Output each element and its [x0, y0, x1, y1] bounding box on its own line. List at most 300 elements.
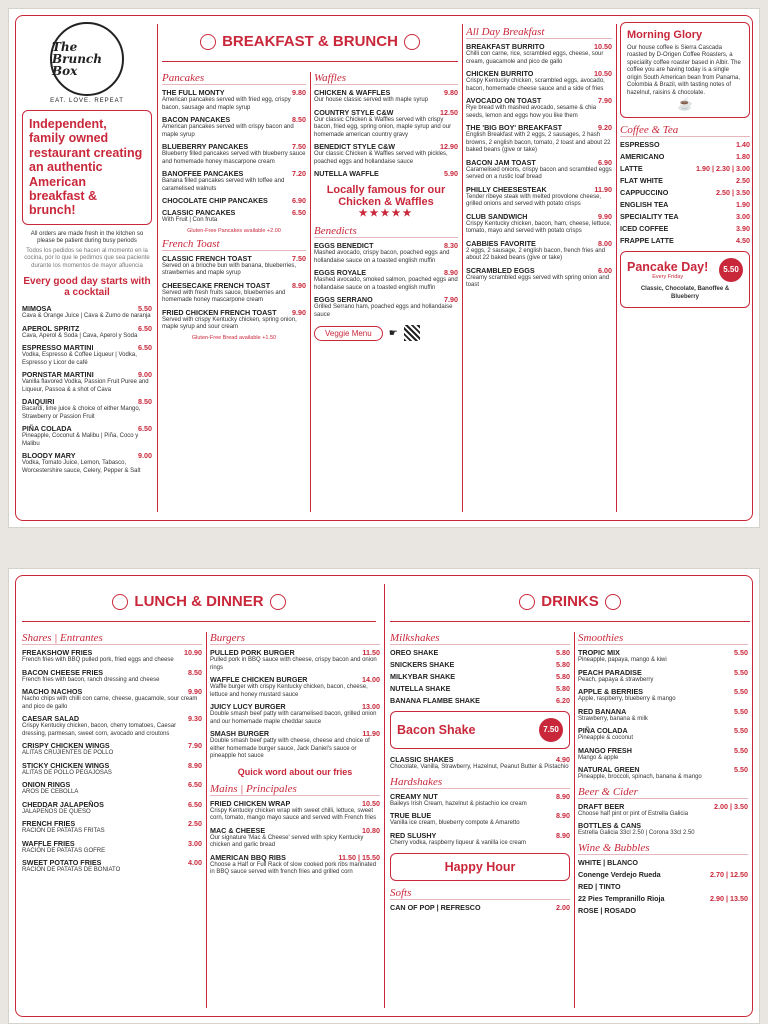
smoothies-title: Smoothies	[578, 632, 748, 645]
menu-item	[22, 324, 152, 333]
menu-item-name: MAC & CHEESE	[210, 825, 266, 835]
divider	[157, 24, 158, 512]
waffles-promo-text: Locally famous for our Chicken & Waffles	[326, 184, 446, 208]
drinks-title-bar	[390, 582, 750, 622]
burgers-title: Burgers	[210, 632, 380, 645]
pancake-day-box	[620, 251, 750, 308]
morning-glory-box	[620, 22, 750, 118]
smoothies-column	[578, 628, 748, 1010]
menu-item-name: AMERICANO	[620, 152, 665, 162]
menu-item-price: 4.00	[188, 858, 202, 867]
menu-item	[466, 266, 612, 275]
menu-item	[578, 726, 748, 735]
menu-item-description: Pineapple, Coconut & Malibu | Piña, Coco y Malibu	[22, 433, 139, 447]
menu-item	[22, 424, 152, 433]
softs-title: Softs	[390, 887, 570, 900]
menu-item-name: SNICKERS SHAKE	[390, 660, 455, 669]
menu-item-name: APEROL SPRITZ	[22, 323, 80, 333]
menu-item-description: Pulled pork in BBQ sauce with cheese, crispy bacon and onion rings	[210, 657, 377, 671]
menu-item-name: CAN OF POP | REFRESCO	[390, 903, 481, 913]
menu-item-description: French fries with BBQ pulled pork, fried eggs and cheese	[22, 657, 174, 663]
menu-item-name: BANANA FLAMBE SHAKE	[390, 696, 480, 705]
menu-item-price: 8.90	[444, 268, 458, 277]
menu-item-description: Our signature 'Mac & Cheese' served with spicy Kentucky chicken and garlic bread	[210, 834, 364, 848]
menu-item	[162, 254, 306, 263]
menu-item	[210, 675, 380, 684]
menu-item-price: 6.90	[598, 157, 612, 167]
menu-item	[390, 811, 570, 820]
happy-hour-title: Happy Hour	[444, 860, 516, 874]
menu-item	[22, 397, 152, 406]
menu-item	[22, 761, 202, 770]
menu-item-name: THE 'BIG BOY' BREAKFAST	[466, 123, 563, 132]
menu-item	[578, 882, 748, 891]
menu-item-price: 6.20	[556, 696, 570, 705]
menu-item-description: Blueberry filled pancakes served with blueberry sauce and homemade honey mascarpone cream	[162, 151, 306, 165]
menu-item-description: Choose half pint or pint of Estrella Galicia	[578, 810, 689, 817]
menu-item-name: JUICY LUCY BURGER	[210, 702, 286, 711]
menu-item-price: 7.90	[444, 295, 458, 304]
menu-item-name: SWEET POTATO FRIES	[22, 858, 102, 867]
shares-title: Shares | Entrantes	[22, 632, 202, 645]
menu-item-description: Creamy scrambled eggs served with spring onion and toast	[466, 274, 610, 288]
menu-item-price: 2.50	[188, 819, 202, 828]
menu-item	[390, 660, 570, 669]
menu-item-price: 4.50	[736, 236, 750, 246]
benedicts-title: Benedicts	[314, 225, 458, 238]
menu-item-description: Mashed avocado, smoked salmon, poached eggs and hollandaise sauce on a toasted english muffin	[314, 277, 458, 291]
menu-item-name: FRENCH FRIES	[22, 819, 76, 828]
menu-item	[22, 780, 202, 789]
menu-item-description: American pancakes served with crispy bacon and maple syrup	[162, 124, 294, 138]
menu-item-description: Vodka, Espresso & Coffee Liqueur | Vodka, Espresso y Licor de café	[22, 352, 137, 366]
menu-item-name: CREAMY NUT	[390, 791, 438, 801]
menu-item	[620, 224, 750, 233]
menu-item-description: Grilled Serrano ham, poached eggs and hollandaise sauce	[314, 304, 453, 318]
divider	[616, 24, 617, 512]
menu-item	[210, 702, 380, 711]
lunch-drinks-border	[15, 575, 753, 1017]
menu-item-price: 14.00	[362, 675, 380, 684]
menu-item-price: 9.20	[598, 123, 612, 132]
qr-code-icon[interactable]	[404, 325, 420, 341]
menu-item-price: 2.50	[736, 176, 750, 186]
menu-item	[210, 853, 380, 862]
menu-item-name: BACON PANCAKES	[162, 115, 231, 124]
menu-item-description: With Fruit | Con fruta	[162, 217, 218, 223]
pancakes-list	[162, 88, 306, 225]
menu-item	[620, 212, 750, 221]
menu-item	[466, 185, 612, 194]
menu-item-price: 5.50	[734, 726, 748, 735]
milkshakes-list	[390, 648, 570, 705]
menu-item-price: 9.90	[598, 211, 612, 221]
brand-name: The Brunch Box	[52, 40, 102, 78]
menu-item-description: RACIÓN DE PATATAS DE BONIATO	[22, 867, 121, 873]
burgers-list	[210, 648, 380, 761]
menu-item-price: 8.90	[556, 791, 570, 801]
menu-item-description: Peach, papaya & strawberry	[578, 676, 654, 683]
menu-item-description: Double smash beef patty with caramelised bacon, grilled onion and our homemade maple cheddar sauce	[210, 711, 377, 725]
menu-item-price: 5.80	[556, 660, 570, 669]
brand-logo	[50, 22, 124, 96]
menu-item-name: 22 Pies Tempranillo Rioja	[578, 893, 665, 903]
menu-item-name: ENGLISH TEA	[620, 200, 669, 210]
menu-item-description: Vodka, Tomato Juice, Lemon, Tabasco, Worcestershire sauce, Celery, Pepper & Salt	[22, 460, 141, 474]
menu-item	[390, 672, 570, 681]
menu-item-name: THE FULL MONTY	[162, 88, 225, 97]
menu-item-name: CABBIES FAVORITE	[466, 238, 536, 248]
menu-item-price: 3.90	[736, 224, 750, 234]
intro-column	[22, 22, 152, 514]
menu-item-name: BLOODY MARY	[22, 451, 76, 461]
menu-item	[162, 88, 306, 97]
menu-item-name: MIMOSA	[22, 304, 52, 314]
menu-item-name: BACON JAM TOAST	[466, 157, 536, 167]
plate-icon	[200, 34, 216, 50]
pancake-day-price: 5.50	[719, 258, 743, 282]
menu-item-price: 5.50	[734, 648, 748, 657]
menu-item	[314, 268, 458, 277]
menu-item-price: 6.50	[138, 343, 152, 353]
milkshakes-title: Milkshakes	[390, 632, 570, 645]
cutlery-icon	[404, 34, 420, 50]
menu-item-description: Apple, raspberry, blueberry & mango	[578, 696, 676, 702]
menu-item-name: PORNSTAR MARTINI	[22, 370, 94, 380]
menu-item-price: 8.90	[556, 830, 570, 840]
cup-icon	[605, 594, 621, 610]
menu-item-name: COUNTRY STYLE C&W	[314, 107, 394, 117]
menu-item	[620, 164, 750, 173]
breakfast-menu-page	[8, 8, 760, 528]
menu-item-name: PHILLY CHEESESTEAK	[466, 184, 547, 194]
menu-item-price: 4.90	[556, 755, 570, 764]
classic-shakes-list	[390, 755, 570, 772]
menu-item	[162, 142, 306, 151]
menu-item	[162, 169, 306, 178]
menu-item-price: 12.90	[440, 142, 458, 151]
hardshakes-title: Hardshakes	[390, 776, 570, 789]
menu-item-name: NUTELLA SHAKE	[390, 684, 451, 693]
menu-item-name: EGGS BENEDICT	[314, 241, 374, 250]
menu-item-price: 5.50	[734, 687, 748, 696]
menu-item	[578, 746, 748, 755]
menu-item-description: Estrella Galicia 33cl 2.50 | Corona 33cl 2.50	[578, 830, 695, 836]
menu-item-description: Vanilla flavored Vodka, Passion Fruit Puree and Liqueur, Passoa & a shot of Cava	[22, 379, 149, 393]
menu-item-name: BANOFFEE PANCAKES	[162, 169, 244, 178]
menu-item-name: BOTTLES & CANS	[578, 821, 642, 830]
lunch-header	[22, 582, 376, 626]
menu-item	[22, 343, 152, 352]
menu-item-name: MILKYBAR SHAKE	[390, 672, 456, 681]
menu-item-price: 1.90 | 2.30 | 3.00	[696, 164, 750, 174]
menu-item-name: CLASSIC PANCAKES	[162, 208, 236, 217]
menu-item-price: 10.80	[362, 825, 380, 835]
menu-item-name: TROPIC MIX	[578, 648, 620, 657]
menu-item-description: American pancakes served with fried egg, crispy bacon, sausage and maple syrup	[162, 97, 291, 111]
menu-item-price: 2.90 | 13.50	[710, 893, 748, 903]
menu-item	[390, 903, 570, 912]
bacon-shake-title: Bacon Shake	[397, 722, 476, 737]
mains-list	[210, 799, 380, 877]
menu-item	[620, 140, 750, 149]
menu-item-description: Caramelised onions, crispy bacon and scrambled eggs served on a rustic loaf bread	[466, 166, 612, 180]
menu-item-price: 6.00	[598, 265, 612, 275]
menu-item-name: AVOCADO ON TOAST	[466, 96, 542, 105]
cocktail-list	[22, 304, 152, 475]
shakes-column	[390, 628, 570, 1010]
burger-icon	[270, 594, 286, 610]
menu-item-name: OREO SHAKE	[390, 648, 439, 657]
menu-item	[314, 241, 458, 250]
menu-item-price: 5.80	[556, 648, 570, 657]
menu-item	[22, 741, 202, 750]
intro-note-es: Todos los pedidos se hacen al momento en la cocina, por lo que le pedimos que sea paciente durante los momentos de mayor afluencia	[24, 247, 150, 269]
menu-item-price: 9.30	[188, 714, 202, 723]
menu-item	[162, 196, 306, 205]
menu-item-description: ALITAS CRUJIENTES DE POLLO	[22, 750, 114, 756]
menu-item-price: 7.90	[598, 96, 612, 105]
menu-item	[466, 69, 612, 78]
menu-item-name: PULLED PORK BURGER	[210, 648, 295, 657]
menu-item-price: 1.90	[736, 200, 750, 210]
coffee-title: Coffee & Tea	[620, 124, 750, 137]
menu-item-price: 2.00	[556, 903, 570, 913]
menu-item	[22, 714, 202, 723]
menu-item-description: Our house classic served with maple syrup	[314, 97, 429, 103]
menu-item	[620, 188, 750, 197]
menu-item	[210, 826, 380, 835]
drinks-header	[390, 582, 750, 626]
menu-item-price: 5.50	[734, 745, 748, 755]
menu-item	[466, 239, 612, 248]
morning-glory-text: Our house coffee is Sierra Cascada roasted by D-Origen Coffee Roasters, a speciality coffee roaster based in Albir. The coffee you are having today is a single origin South American bean from Panama, Colombia & Brazil, with tasting notes of hazelnut, raisins & chocolate.	[627, 44, 741, 96]
drinks-title: DRINKS	[541, 593, 599, 610]
menu-item-description: Served with crispy Kentucky chicken, spring onion, maple syrup and sour cream	[162, 316, 297, 330]
menu-item	[22, 304, 152, 313]
divider	[310, 72, 311, 512]
menu-item-name: CAPPUCCINO	[620, 188, 669, 198]
menu-item-price: 10.50	[594, 69, 612, 78]
menu-item-price: 13.00	[362, 702, 380, 711]
menu-item	[578, 858, 748, 867]
menu-item-price: 3.00	[188, 838, 202, 848]
top-header	[162, 22, 458, 66]
menu-item	[578, 648, 748, 657]
menu-item-price: 5.50	[138, 304, 152, 314]
menu-item	[578, 707, 748, 716]
pancakes-column	[162, 68, 306, 514]
menu-item-name: SCRAMBLED EGGS	[466, 265, 535, 275]
menu-item-name: DAIQUIRI	[22, 397, 55, 407]
menu-item-name: SMASH BURGER	[210, 729, 270, 738]
pancake-day-sub: Every Friday	[652, 274, 684, 281]
menu-item-description: Crispy Kentucky chicken wrap with sweet chilli, lettuce, sweet corn, tomato, mango mayo sauce and served with French fries	[210, 807, 377, 821]
menu-item	[314, 295, 458, 304]
menu-item-name: SPECIALITY TEA	[620, 212, 679, 222]
beer-title: Beer & Cider	[578, 786, 748, 799]
coffee-cup-icon: ☕	[677, 97, 693, 112]
menu-item	[578, 821, 748, 830]
menu-item	[466, 123, 612, 132]
lunch-title: LUNCH & DINNER	[134, 593, 264, 610]
menu-item-description: Mango & apple	[578, 754, 619, 761]
menu-item-name: CLUB SANDWICH	[466, 211, 528, 221]
intro-headline: Independent, family owned restaurant creating an authentic American breakfast & brunch!	[29, 117, 143, 218]
menu-item-price: 6.50	[138, 323, 152, 333]
menu-item-name: DRAFT BEER	[578, 801, 625, 811]
menu-item-name: FRAPPE LATTE	[620, 236, 674, 246]
pancake-day-choices: Classic, Chocolate, Banoffee & Blueberry	[640, 286, 730, 300]
menu-item-name: CHICKEN BURRITO	[466, 69, 534, 78]
menu-item-description: Crispy Kentucky chicken, bacon, cherry tomatoes, Caesar dressing, parmesan, sweet corn, avocado and croutons	[22, 723, 177, 737]
hardshakes-list	[390, 792, 570, 848]
menu-item-description: Cava, Aperol & Soda | Cava, Aperol y Soda	[22, 332, 138, 339]
menu-item-description: Double smash beef patty with cheese, cheese and choice of either homemade burger sauce, Jack Daniel's sauce or pineapple hot sauce	[210, 738, 370, 759]
menu-item-price: 9.90	[188, 687, 202, 696]
menu-item	[578, 894, 748, 903]
veggie-row	[314, 325, 458, 341]
menu-item-name: AMERICAN BBQ RIBS	[210, 852, 286, 862]
menu-item-name: RED SLUSHY	[390, 830, 437, 840]
menu-item	[578, 870, 748, 879]
menu-item	[22, 687, 202, 696]
burgers-column	[210, 628, 380, 1010]
menu-item-name: ESPRESSO MARTINI	[22, 343, 94, 353]
menu-item-name: APPLE & BERRIES	[578, 687, 644, 696]
menu-item	[22, 370, 152, 379]
menu-item-price: 6.50	[188, 780, 202, 789]
menu-item-price: 8.30	[444, 241, 458, 250]
waffles-list	[314, 88, 458, 178]
menu-item-name: WAFFLE FRIES	[22, 838, 75, 848]
all-day-list	[466, 42, 612, 290]
menu-item-price: 7.50	[292, 142, 306, 151]
top-title-bar	[162, 22, 458, 62]
menu-item-description: ALITAS DE POLLO PEGAJOSAS	[22, 769, 112, 776]
menu-item-price: 7.90	[188, 741, 202, 750]
menu-item-name: LATTE	[620, 164, 643, 174]
cup-icon	[519, 594, 535, 610]
menu-item-price: 5.80	[556, 684, 570, 693]
menu-item-name: CHEDDAR JALAPEÑOS	[22, 799, 104, 809]
menu-item-price: 8.90	[292, 280, 306, 290]
menu-item-description: Served on a brioche bun with banana, blueberries, strawberries and maple syrup	[162, 262, 297, 276]
mains-title: Mains | Principales	[210, 783, 380, 796]
menu-item	[390, 792, 570, 801]
coffee-column	[620, 22, 750, 514]
all-day-title: All Day Breakfast	[466, 26, 612, 39]
breakfast-menu-border	[15, 15, 753, 521]
menu-item	[162, 208, 306, 217]
menu-item-name: BACON CHEESE FRIES	[22, 667, 104, 677]
menu-item-description: Pineapple, broccoli, spinach, banana & mango	[578, 774, 702, 780]
menu-item-price: 6.90	[292, 196, 306, 205]
menu-item-price: 11.50	[362, 648, 380, 657]
menu-item	[390, 696, 570, 705]
menu-item-name: FRIED CHICKEN WRAP	[210, 798, 291, 808]
menu-item-price: 5.80	[556, 672, 570, 681]
menu-item-name: FREAKSHOW FRIES	[22, 648, 93, 657]
shares-list	[22, 648, 202, 875]
menu-item-price: 11.50 | 15.50	[338, 852, 380, 862]
menu-item	[620, 236, 750, 245]
menu-item	[466, 96, 612, 105]
menu-item	[390, 684, 570, 693]
menu-item-price: 1.80	[736, 152, 750, 162]
menu-item-name: RED BANANA	[578, 706, 627, 716]
menu-item	[390, 755, 570, 764]
intro-note: All orders are made fresh in the kitchen so please be patient during busy periods	[30, 230, 144, 245]
menu-item	[620, 152, 750, 161]
menu-item-description: JALAPEÑOS DE QUESO	[22, 808, 91, 815]
menu-item-name: ESPRESSO	[620, 140, 660, 150]
divider	[574, 632, 575, 1008]
menu-item	[22, 800, 202, 809]
beer-list	[578, 802, 748, 838]
menu-item-price: 5.50	[734, 706, 748, 716]
menu-item-name: CHOCOLATE CHIP PANCAKES	[162, 196, 268, 205]
menu-item	[578, 802, 748, 811]
menu-item	[22, 819, 202, 828]
star-rating-icon: ★★★★★	[358, 208, 414, 219]
menu-item-description: Baileys Irish Cream, hazelnut & pistachio ice cream	[390, 800, 527, 807]
intro-box	[22, 110, 152, 225]
menu-item-description: Chilli con carne, rice, scrambled eggs, cheese, sour cream, guacamole and pico de gallo	[466, 51, 604, 65]
menu-item-description: Banana filled pancakes served with toffee and caramelised walnuts	[162, 178, 285, 192]
menu-item-description: RACIÓN DE PATATAS FRITAS	[22, 828, 105, 834]
menu-item-description: Choose a Half or Full Rack of slow cooked pork ribs marinated in BBQ sauce served with french fries and grilled corn	[210, 861, 377, 875]
cocktail-headline: Every good day starts with a cocktail	[23, 276, 151, 299]
menu-item-name: CAESAR SALAD	[22, 714, 80, 723]
menu-item-price: 8.90	[188, 760, 202, 770]
veggie-menu-button[interactable]: Veggie Menu	[314, 326, 383, 341]
menu-item-price: 9.00	[138, 370, 152, 380]
menu-item	[466, 212, 612, 221]
menu-item-price: 7.50	[292, 253, 306, 263]
menu-item-name: ONION RINGS	[22, 780, 71, 789]
pancakes-note: Gluten-Free Pancakes available +2.00	[187, 227, 281, 234]
brand-tagline: EAT. LOVE. REPEAT	[50, 98, 124, 104]
menu-item	[314, 142, 458, 151]
menu-item-price: 1.40	[736, 140, 750, 150]
menu-item-price: 9.90	[292, 307, 306, 317]
coffee-list	[620, 140, 750, 245]
menu-item-name: EGGS ROYALE	[314, 268, 367, 277]
menu-item-name: FRIED CHICKEN FRENCH TOAST	[162, 307, 277, 317]
menu-item-description: Mashed avocado, crispy bacon, poached eggs and hollandaise sauce on a toasted english muffin	[314, 250, 450, 264]
menu-item	[22, 451, 152, 460]
menu-item	[620, 200, 750, 209]
menu-item-price: 8.90	[556, 811, 570, 820]
menu-item-description: Chocolate, Vanilla, Strawberry, Hazelnut, Peanut Butter & Pistachio	[390, 764, 569, 770]
menu-item-name: BENEDICT STYLE C&W	[314, 142, 396, 151]
menu-item-name: CLASSIC SHAKES	[390, 755, 454, 764]
menu-item-price: 6.50	[292, 208, 306, 217]
menu-item-description: Cava & Orange Juice | Cava & Zumo de naranja	[22, 313, 151, 320]
pancake-day-title: Pancake Day!	[627, 259, 709, 274]
menu-item-name: BLUEBERRY PANCAKES	[162, 142, 249, 151]
menu-item	[466, 42, 612, 51]
menu-item	[210, 729, 380, 738]
menu-item	[162, 115, 306, 124]
menu-item	[466, 158, 612, 167]
menu-item-description: English Breakfast with 2 eggs, 2 sausages, 2 hash browns, 2 english bacon, tomato, 2 toast and about 22 baked beans (give or take)	[466, 132, 611, 153]
menu-item	[22, 858, 202, 867]
bacon-shake-price: 7.50	[539, 718, 563, 742]
menu-item-description: RACIÓN DE PATATAS GOFRE	[22, 847, 106, 854]
menu-item-description: Pineapple, papaya, mango & kiwi	[578, 657, 667, 663]
